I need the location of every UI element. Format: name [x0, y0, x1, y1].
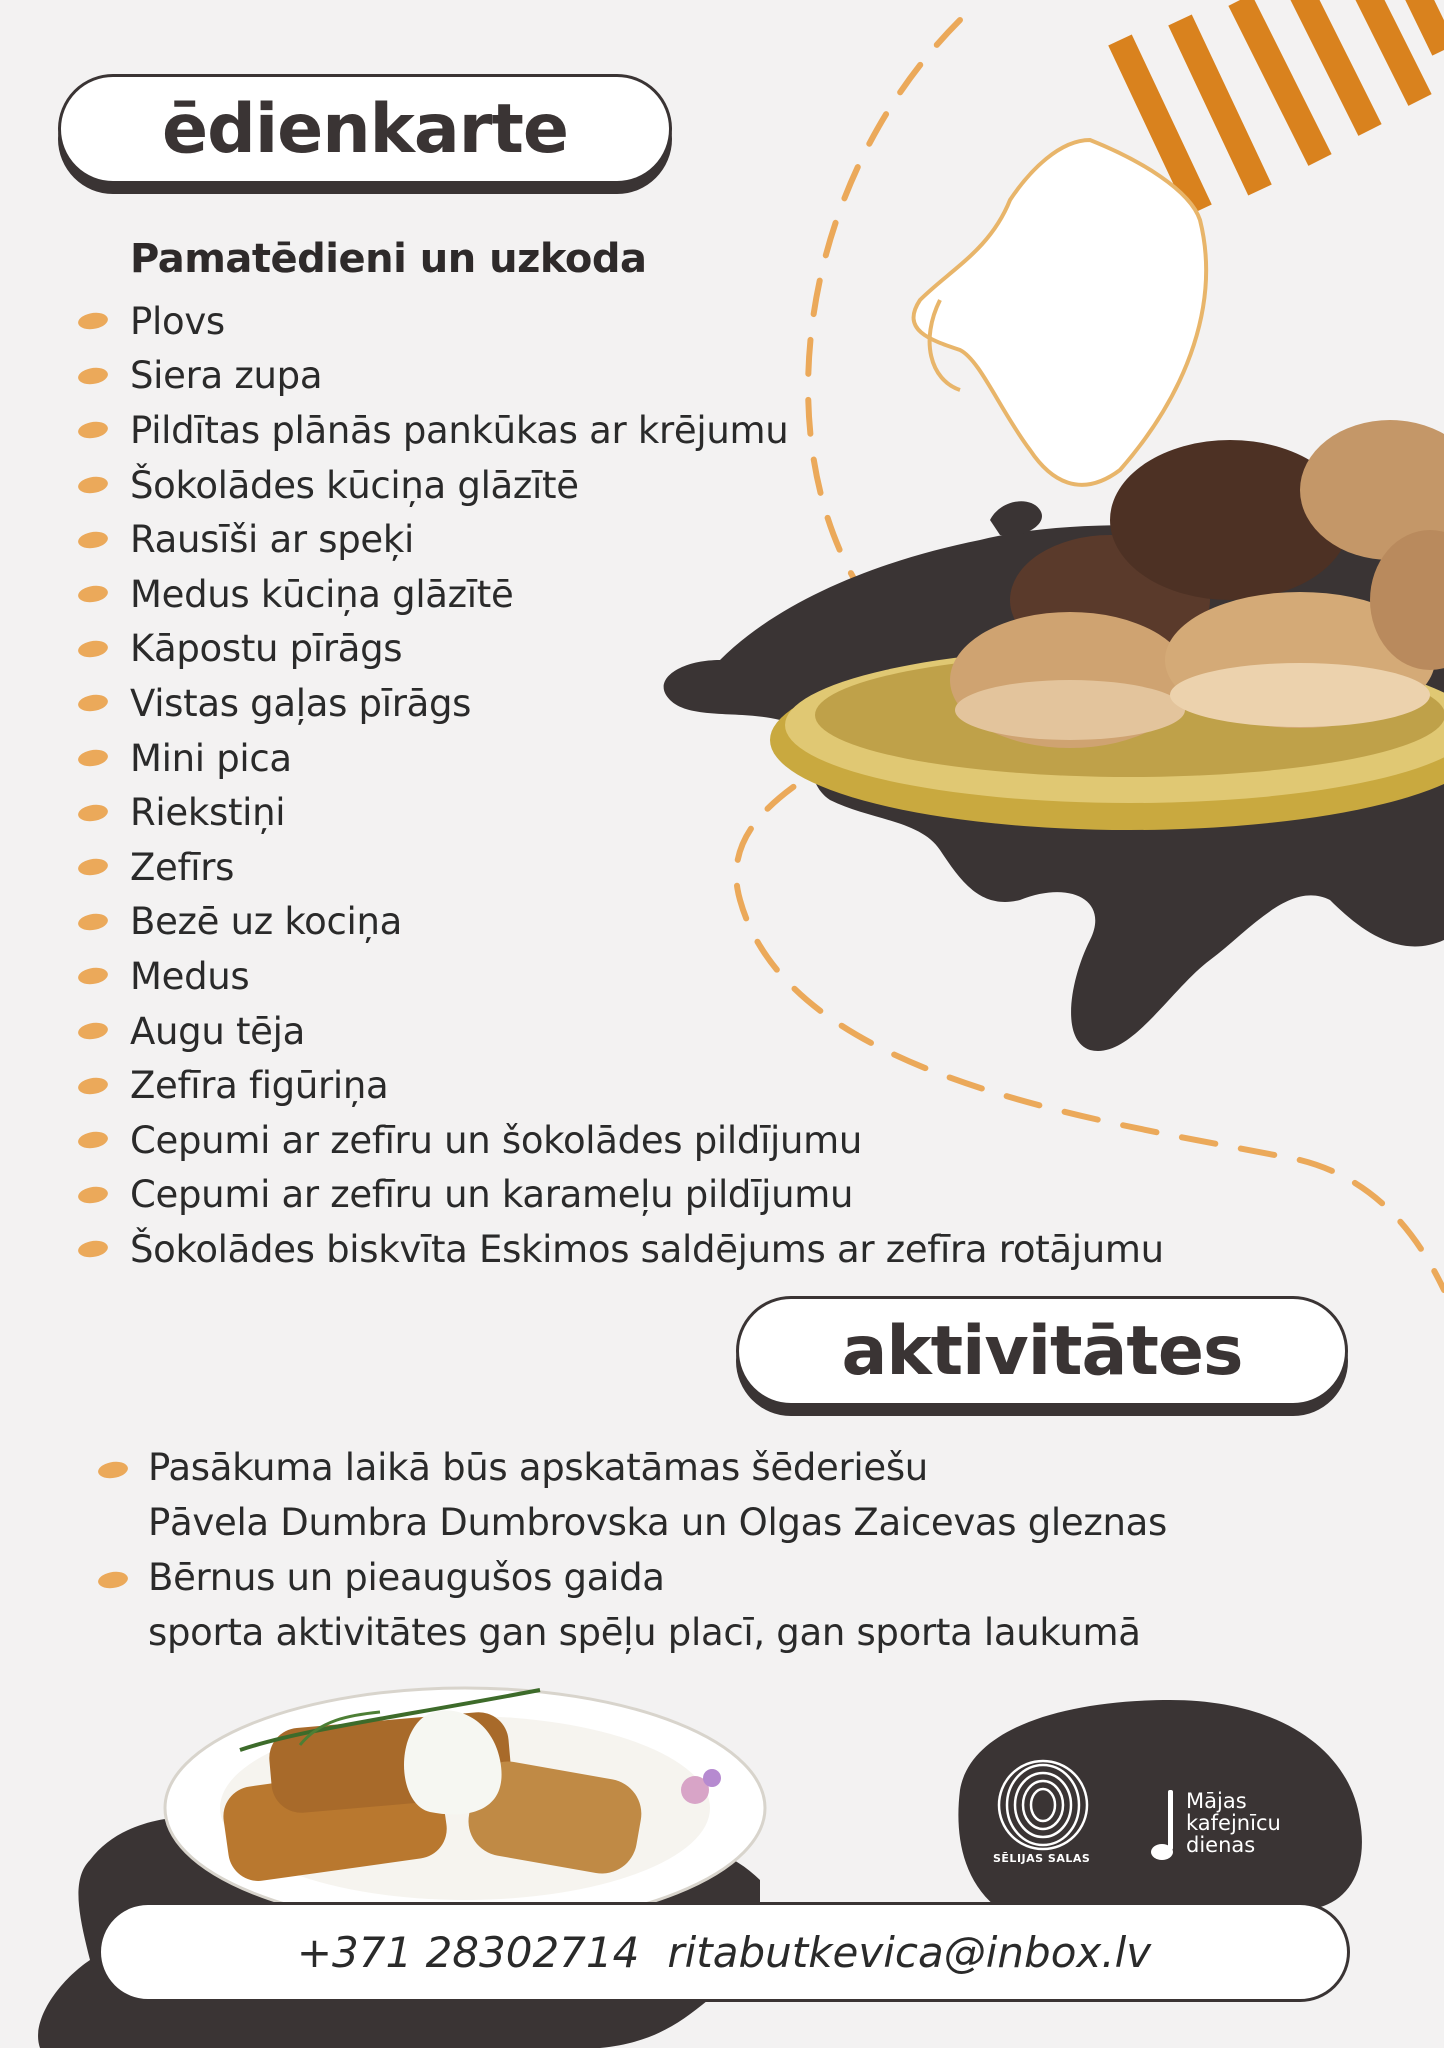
menu-heading: Pamatēdieni un uzkoda: [130, 236, 647, 282]
brand2-line: dienas: [1186, 1833, 1256, 1857]
brand2-logo-label: [1186, 1790, 1306, 1856]
menu-item: [78, 949, 1164, 1004]
menu-item: [78, 349, 1164, 404]
bullet-icon: [77, 1075, 110, 1097]
menu-item-label: Zefīrs: [130, 845, 235, 889]
bullet-icon: [77, 310, 110, 332]
menu-item: [78, 1168, 1164, 1223]
menu-item-label: Cepumi ar zefīru un šokolādes pildījumu: [130, 1118, 863, 1162]
activities-title: aktivitātes: [736, 1296, 1348, 1406]
bullet-icon: [97, 1569, 130, 1591]
brand2-line: Mājas: [1186, 1789, 1247, 1813]
menu-item: [78, 403, 1164, 458]
bullet-icon: [77, 693, 110, 715]
bullet-icon: [77, 1184, 110, 1206]
bullet-icon: [77, 1129, 110, 1151]
menu-item-label: Šokolādes kūciņa glāzītē: [130, 463, 579, 507]
bullet-icon: [77, 529, 110, 551]
menu-item: [78, 1222, 1164, 1277]
menu-item-label: Bezē uz kociņa: [130, 900, 403, 944]
activity-line: sporta aktivitātes gan spēļu placī, gan sporta laukumā: [148, 1611, 1141, 1654]
brand2-line: kafejnīcu: [1186, 1811, 1281, 1835]
email-address[interactable]: ritabutkevica@inbox.lv: [667, 1927, 1152, 1977]
menu-item-label: Pildītas plānās pankūkas ar krējumu: [130, 408, 789, 452]
bullet-icon: [77, 911, 110, 933]
menu-item-label: Cepumi ar zefīru un karameļu pildījumu: [130, 1173, 854, 1217]
menu-item: [78, 622, 1164, 677]
activity-item: [98, 1440, 1167, 1550]
bullet-icon: [77, 420, 110, 442]
menu-item-label: Medus kūciņa glāzītē: [130, 572, 514, 616]
bullet-icon: [77, 474, 110, 496]
menu-item: [78, 785, 1164, 840]
bullet-icon: [77, 1238, 110, 1260]
menu-item-label: Zefīra figūriņa: [130, 1064, 389, 1108]
menu-item-label: Riekstiņi: [130, 791, 286, 835]
bullet-icon: [77, 965, 110, 987]
contact-bar: [98, 1902, 1350, 2002]
activity-line: Bērnus un pieaugušos gaida: [148, 1556, 665, 1599]
menu-item-label: Kāpostu pīrāgs: [130, 627, 403, 671]
menu-item-label: Plovs: [130, 299, 225, 343]
bullet-icon: [77, 856, 110, 878]
menu-item: [78, 731, 1164, 786]
bullet-icon: [77, 638, 110, 660]
brand-logo-label: SĒLIJAS SALAS: [993, 1852, 1091, 1865]
menu-item: [78, 567, 1164, 622]
menu-item: [78, 512, 1164, 567]
bullet-icon: [77, 583, 110, 605]
menu-item-label: Rausīši ar speķi: [130, 518, 414, 562]
phone-number[interactable]: +371 28302714: [296, 1927, 640, 1977]
menu-item-label: Medus: [130, 954, 250, 998]
activity-line: Pāvela Dumbra Dumbrovska un Olgas Zaicevas gleznas: [148, 1501, 1167, 1544]
menu-item-label: Šokolādes biskvīta Eskimos saldējums ar zefīra rotājumu: [130, 1227, 1164, 1271]
menu-item-label: Mini pica: [130, 736, 292, 780]
menu-item: [78, 840, 1164, 895]
activity-item: [98, 1550, 1167, 1660]
bullet-icon: [77, 365, 110, 387]
bullet-icon: [77, 802, 110, 824]
menu-item: [78, 1004, 1164, 1059]
bullet-icon: [97, 1459, 130, 1481]
bullet-icon: [77, 1020, 110, 1042]
menu-item: [78, 1058, 1164, 1113]
activities-list: [98, 1440, 1167, 1660]
pancake-plate: [165, 1688, 765, 1928]
menu-item: [78, 676, 1164, 731]
menu-list: [78, 294, 1164, 1277]
menu-item: [78, 294, 1164, 349]
menu-item: [78, 895, 1164, 950]
menu-item-label: Siera zupa: [130, 354, 323, 398]
menu-item-label: Vistas gaļas pīrāgs: [130, 681, 472, 725]
menu-item: [78, 458, 1164, 513]
bullet-icon: [77, 747, 110, 769]
page-title: ēdienkarte: [58, 74, 672, 184]
menu-item: [78, 1113, 1164, 1168]
activity-line: Pasākuma laikā būs apskatāmas šēderiešu: [148, 1446, 928, 1489]
menu-item-label: Augu tēja: [130, 1009, 305, 1053]
